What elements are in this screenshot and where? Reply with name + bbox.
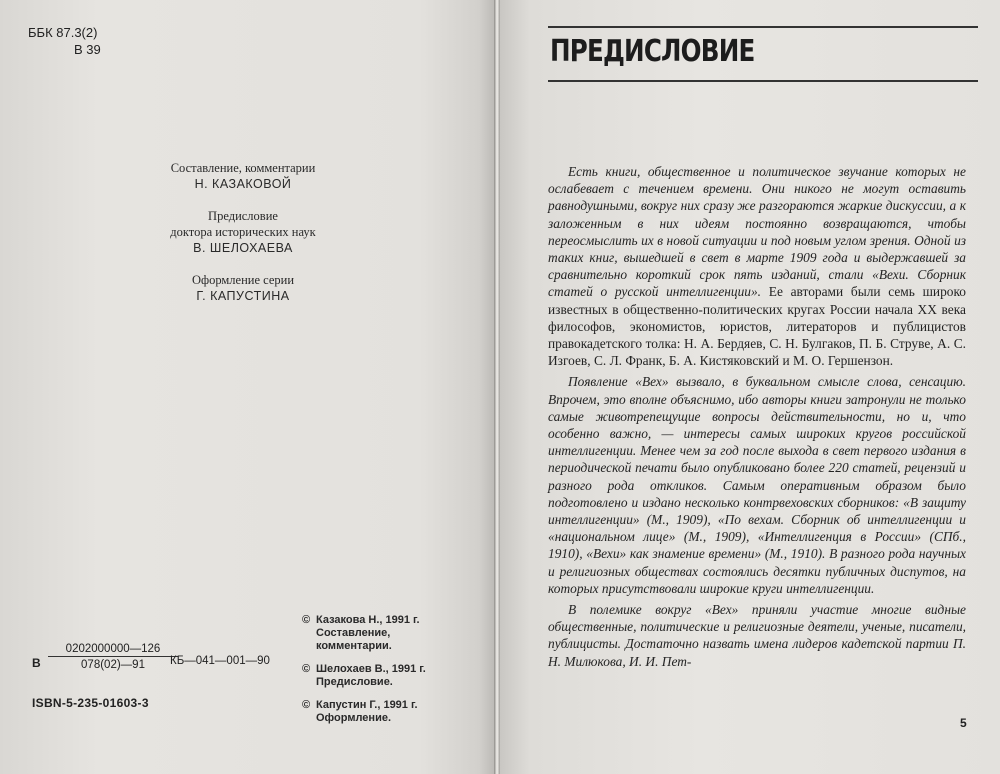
paragraph: Появление «Вех» вызвало, в буквальном смысле слова, сенсацию. Впрочем, это вполне объяснимо, ибо авторы книги затронули не только самые животрепещущие вопросы действительности, но и, что особенно важно, — интересы самых широких кругов российской интеллигенции. Менее чем за год после выхода в свет первого издания в периодической печати было опубликовано более 220 статей, рецензий и разного рода откликов. Самым оперативным образом было подготовлено и издано несколько контрвеховских сборников: «В защиту интеллигенции» (М., 1909), «По вехам. Сборник об интеллигенции и «национальном лице» (М., 1909), «Интеллигенция в России» (СПб., 1910), «Вехи» как знамение времени» (М., 1910). В разного рода научных и религиозных обществах состоялись десятки публичных диспутов, на которых присутствовали широкие круги интеллигенции. bbox=[548, 374, 966, 596]
paragraph-upright: Ее авторами были семь широко известных в общественно-политических кругах России начала XX века философов, экономистов, юристов, литераторов и публицистов правокадетского толка: Н. А. Бердяев, С. Н. Булгаков, П. Б. Струве, А. С. Изгоев, С. Л. Франк, Б. А. Кистяковский и М. О. Гершензон. bbox=[548, 284, 966, 369]
copyright-line: Шелохаев В., 1991 г. bbox=[316, 663, 426, 675]
copyright-icon: © bbox=[302, 614, 311, 626]
chapter-heading: ПРЕДИСЛОВИЕ bbox=[550, 34, 755, 69]
copyright-icon: © bbox=[302, 699, 311, 711]
heading-rule-top bbox=[548, 26, 978, 28]
copyright-block bbox=[302, 614, 426, 735]
code-letter: В bbox=[32, 656, 41, 670]
isbn: ISBN-5-235-01603-3 bbox=[32, 696, 149, 710]
page-number: 5 bbox=[960, 716, 967, 730]
copyright-icon: © bbox=[302, 663, 311, 675]
credit-name: Н. КАЗАКОВОЙ bbox=[194, 177, 292, 191]
credits-block bbox=[148, 160, 338, 320]
bbk-index bbox=[28, 24, 101, 58]
credit-name: В. ШЕЛОХАЕВА bbox=[193, 241, 293, 255]
code-numerator: 0202000000—126 bbox=[48, 643, 178, 657]
credit-name: Г. КАПУСТИНА bbox=[196, 289, 290, 303]
paragraph-italic: Есть книги, общественное и политическое звучание которых не ослабевает с течением времени. Они никого не могут оставить равнодушными, вокруг них сразу же разгораются жаркие дискуссии, а к заложенным в них идеям постоянно возвращаются, чтобы переосмыслить их в новой ситуации и под новым углом зрения. Одной из таких книг, вышедшей в свет в марте 1909 года и выдержавшей за сравнительно короткий срок пять изданий, стали «Вехи. Сборник статей о русской интеллигенции». bbox=[548, 164, 966, 300]
preface-text bbox=[548, 163, 966, 670]
copyright-line: Капустин Г., 1991 г. bbox=[316, 699, 418, 711]
copyright-entry bbox=[302, 614, 426, 653]
copyright-line: Предисловие. bbox=[316, 676, 393, 688]
bbk-code: ББК 87.3(2) bbox=[28, 25, 98, 40]
credit-compilation bbox=[148, 160, 338, 192]
code-tail: КБ—041—001—90 bbox=[170, 655, 270, 667]
paragraph bbox=[548, 163, 966, 369]
credit-role-detail: доктора исторических наук bbox=[170, 225, 316, 239]
credit-role: Составление, комментарии bbox=[170, 161, 316, 175]
credit-preface bbox=[148, 208, 338, 256]
credit-role: Предисловие bbox=[208, 209, 278, 223]
code-denominator: 078(02)—91 bbox=[81, 659, 145, 671]
copyright-line: Оформление. bbox=[316, 712, 392, 724]
credit-design bbox=[148, 272, 338, 304]
copyright-line: Составление, bbox=[316, 627, 391, 639]
copyright-line: Казакова Н., 1991 г. bbox=[316, 614, 420, 626]
left-page bbox=[0, 0, 494, 774]
author-mark: В 39 bbox=[74, 42, 101, 57]
heading-rule-bottom bbox=[548, 80, 978, 82]
code-fraction bbox=[48, 643, 178, 671]
copyright-entry bbox=[302, 699, 426, 725]
copyright-entry bbox=[302, 663, 426, 689]
copyright-line: комментарии. bbox=[316, 640, 392, 652]
paragraph: В полемике вокруг «Вех» приняли участие многие видные общественные, политические и религиозные деятели, ученые, писатели, публицисты. Достаточно назвать имена лидеров кадетской партии П. Н. Милюкова, И. И. Пет- bbox=[548, 602, 966, 669]
credit-role: Оформление серии bbox=[191, 273, 295, 287]
